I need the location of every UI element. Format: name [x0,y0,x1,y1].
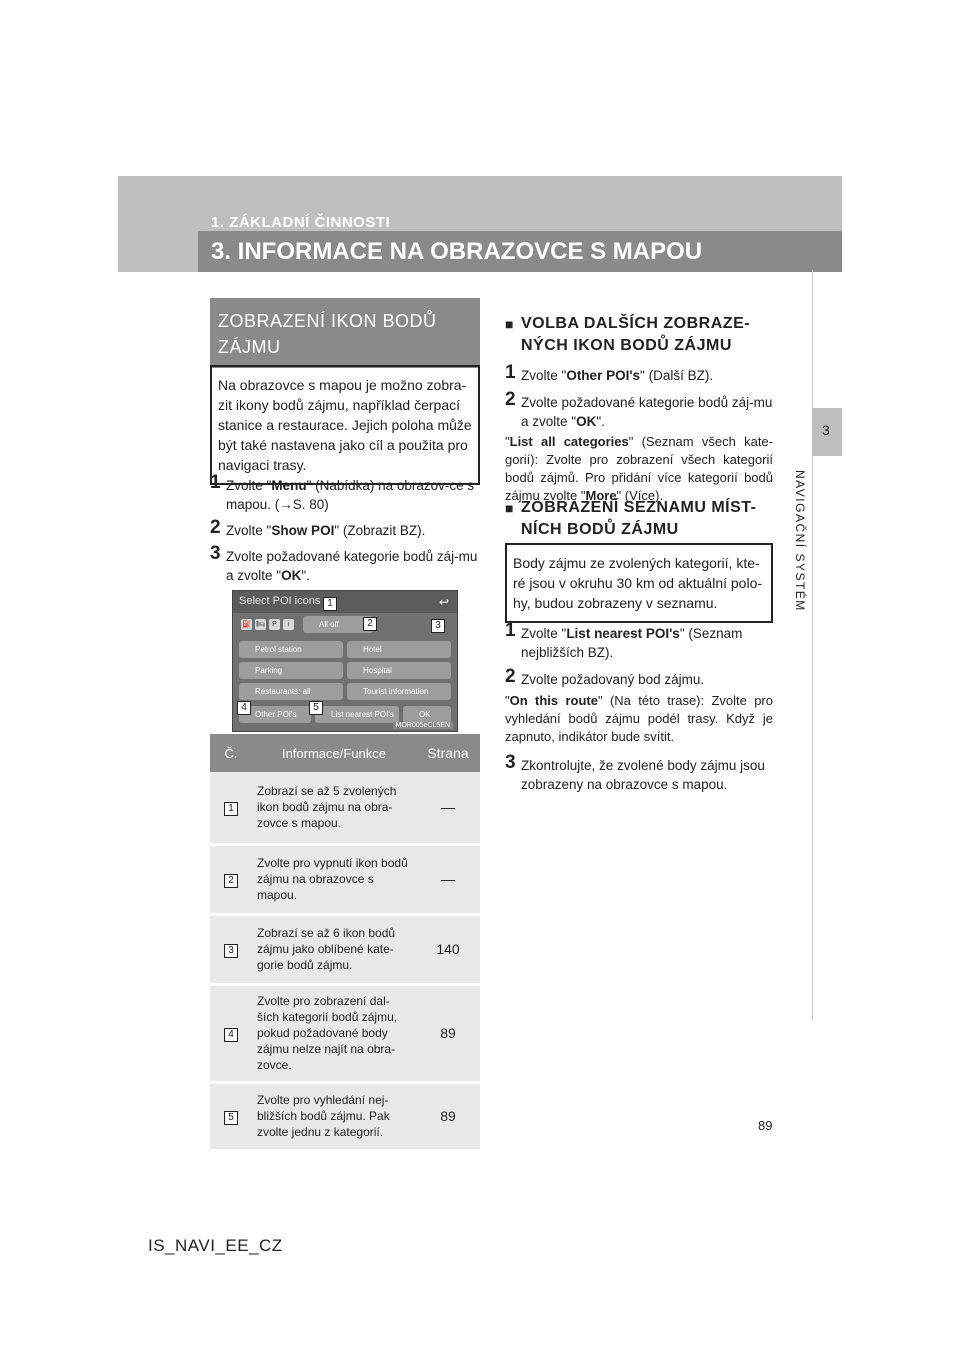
note-keyword: More [585,488,617,503]
hospital-button: Hospital [347,662,451,679]
section-label: 1. ZÁKLADNÍ ČINNOSTI [211,214,391,231]
step-number: 2 [505,389,516,410]
row-page: 140 [416,914,480,984]
note-text: " [505,693,510,708]
hotel-button: Hotel [347,641,451,658]
row-page: — [416,772,480,844]
table-row [210,914,480,984]
petrol-station-button: Petrol station [239,641,343,658]
image-code: MOR005eCL5EN [393,722,453,729]
footer-code: IS_NAVI_EE_CZ [148,1236,283,1255]
note-text: " (Na této trase): Zvolte pro vyhledání bodů zájmu podél trasy. Když je zapnuto, indikátor bude svítit. [505,693,773,744]
step-text: " (Seznam nejbližších BZ). [521,626,743,660]
note-keyword: List all categories [509,434,629,449]
note-text: " (Více). [616,488,664,503]
right-sub1-step-2 [505,389,773,431]
parking-button: Parking [239,662,343,679]
callout-2: 2 [363,617,377,631]
col-header-info: Informace/Funkce [252,734,416,772]
section-title: ZOBRAZENÍ IKON BODŮ ZÁJMU [210,298,480,368]
step-number: 3 [505,752,516,773]
callout-3: 3 [431,619,445,633]
right-sub2-step-2 [505,666,773,689]
poi-icon: 🛏 [256,621,265,628]
page-header [118,176,842,272]
left-section-header [210,298,480,368]
row-page: — [416,844,480,914]
table-row [210,1082,480,1150]
right-sub2-step-3 [505,752,773,794]
step-number: 1 [210,472,221,493]
row-number: 2 [224,874,238,888]
right-sub2-step-1 [505,620,773,662]
left-step-2 [210,517,480,540]
step-keyword: Show POI [271,523,335,538]
row-number: 3 [224,944,238,958]
chapter-number: 3 [822,422,830,438]
row-number: 4 [224,1028,238,1042]
restaurants-button: Restaurants: all [239,683,343,700]
chapter-title: NAVIGAČNÍ SYSTÉM [793,470,807,612]
info-box: Body zájmu ze zvolených kategorií, kte-ré jsou v okruhu 30 km od aktuální polo-hy, budou zobrazeny v seznamu. [505,543,773,623]
note-text: " (Seznam všech kate-gorií): Zvolte pro zobrazení všech kategorií bodů zájmů. Pro přidání více kategorií bodů zájmu zvolte " [505,434,773,503]
step-keyword: List nearest POI's [566,626,680,641]
row-info: Zvolte pro zobrazení dal-ších kategorií bodů zájmu, pokud požadované body zájmu nelze najít na obra-zovce. [252,984,416,1082]
poi-icon: ⛽ [242,621,251,628]
poi-icon: i [283,619,294,630]
col-header-no: Č. [210,734,252,772]
row-info: Zobrazí se až 5 zvolených ikon bodů zájmu na obra-zovce s mapou. [252,772,416,844]
row-number: 1 [224,802,238,816]
step-text: Zvolte " [521,368,567,383]
step-number: 2 [210,517,221,538]
step-keyword: OK [576,414,597,429]
all-off-button: All off [303,616,373,633]
step-number: 2 [505,666,516,687]
step-keyword: Menu [271,478,307,493]
screen-title: Select POI icons [239,595,321,607]
row-info: Zvolte pro vyhledání nej-bližších bodů zájmu. Pak zvolte jednu z kategorií. [252,1082,416,1150]
left-step-1 [210,472,480,514]
step-text: Zvolte požadované kategorie bodů záj-mu a zvolte " [521,395,773,429]
step-keyword: OK [281,568,302,583]
step-text: Zvolte požadovaný bod zájmu. [521,672,705,687]
row-number: 5 [224,1111,238,1125]
step-text: Zvolte " [226,523,272,538]
square-bullet-icon: ■ [505,316,514,332]
step-text: ". [596,414,605,429]
right-sub1-heading [505,313,773,357]
col-header-page: Strana [416,734,480,772]
callout-5: 5 [309,701,323,715]
row-page: 89 [416,1082,480,1150]
step-number: 1 [505,362,516,383]
step-text: " (Nabídka) na obrazov-ce s mapou. (→S. 80) [226,478,475,512]
info-table [210,734,480,1152]
step-number: 1 [505,620,516,641]
right-sub2-info [505,543,773,623]
step-text: Zkontrolujte, že zvolené body zájmu jsou zobrazeny na obrazovce s mapou. [521,758,765,792]
note-keyword: On this route [509,693,598,708]
step-keyword: Other POI's [566,368,641,383]
callout-4: 4 [237,701,251,715]
callout-1: 1 [323,597,337,611]
right-sub2-heading [505,497,773,541]
subsection-title: ZOBRAZENÍ SEZNAMU MÍST-NÍCH BODŮ ZÁJMU [521,499,757,538]
screen-header [233,591,457,613]
table-row [210,844,480,914]
list-nearest-button: List nearest POI's [315,706,399,723]
square-bullet-icon: ■ [505,500,514,516]
table-row [210,984,480,1082]
row-page: 89 [416,984,480,1082]
step-text: " (Další BZ). [640,368,714,383]
info-box: Na obrazovce s mapou je možno zobra-zit ikony bodů zájmu, například čerpací stanice a restaurace. Jejich poloha může být také nastavena jako cíl a použita pro navigaci trasy. [210,365,480,485]
side-divider [812,270,813,1020]
left-info [210,365,480,485]
right-sub1-note [505,433,773,505]
page-title: 3. INFORMACE NA OBRAZOVCE S MAPOU [211,238,703,265]
subsection-title: VOLBA DALŠÍCH ZOBRAZE-NÝCH IKON BODŮ ZÁJMU [521,315,751,354]
other-pois-button: Other POI's [239,706,311,723]
row-info: Zobrazí se až 6 ikon bodů zájmu jako oblíbené kate-gorie bodů zájmu. [252,914,416,984]
ok-button: OK [403,706,451,723]
step-text: Zvolte " [521,626,567,641]
step-text: Zvolte " [226,478,272,493]
right-sub2-note [505,692,773,746]
title-bar [198,231,842,272]
chapter-tab [812,408,842,456]
left-step-3 [210,543,480,585]
row-info: Zvolte pro vypnutí ikon bodů zájmu na obrazovce s mapou. [252,844,416,914]
step-text: Zvolte požadované kategorie bodů záj-mu a zvolte " [226,549,478,583]
note-text: " [505,434,510,449]
step-text: " (Zobrazit BZ). [334,523,426,538]
poi-screen-image [232,590,458,732]
poi-icon: P [269,619,280,630]
tourist-info-button: Tourist information [347,683,451,700]
step-number: 3 [210,543,221,564]
step-text: ". [301,568,310,583]
page-number: 89 [758,1118,773,1133]
table-row [210,772,480,844]
right-sub1-step-1 [505,362,773,385]
back-icon: ↩ [438,595,449,609]
